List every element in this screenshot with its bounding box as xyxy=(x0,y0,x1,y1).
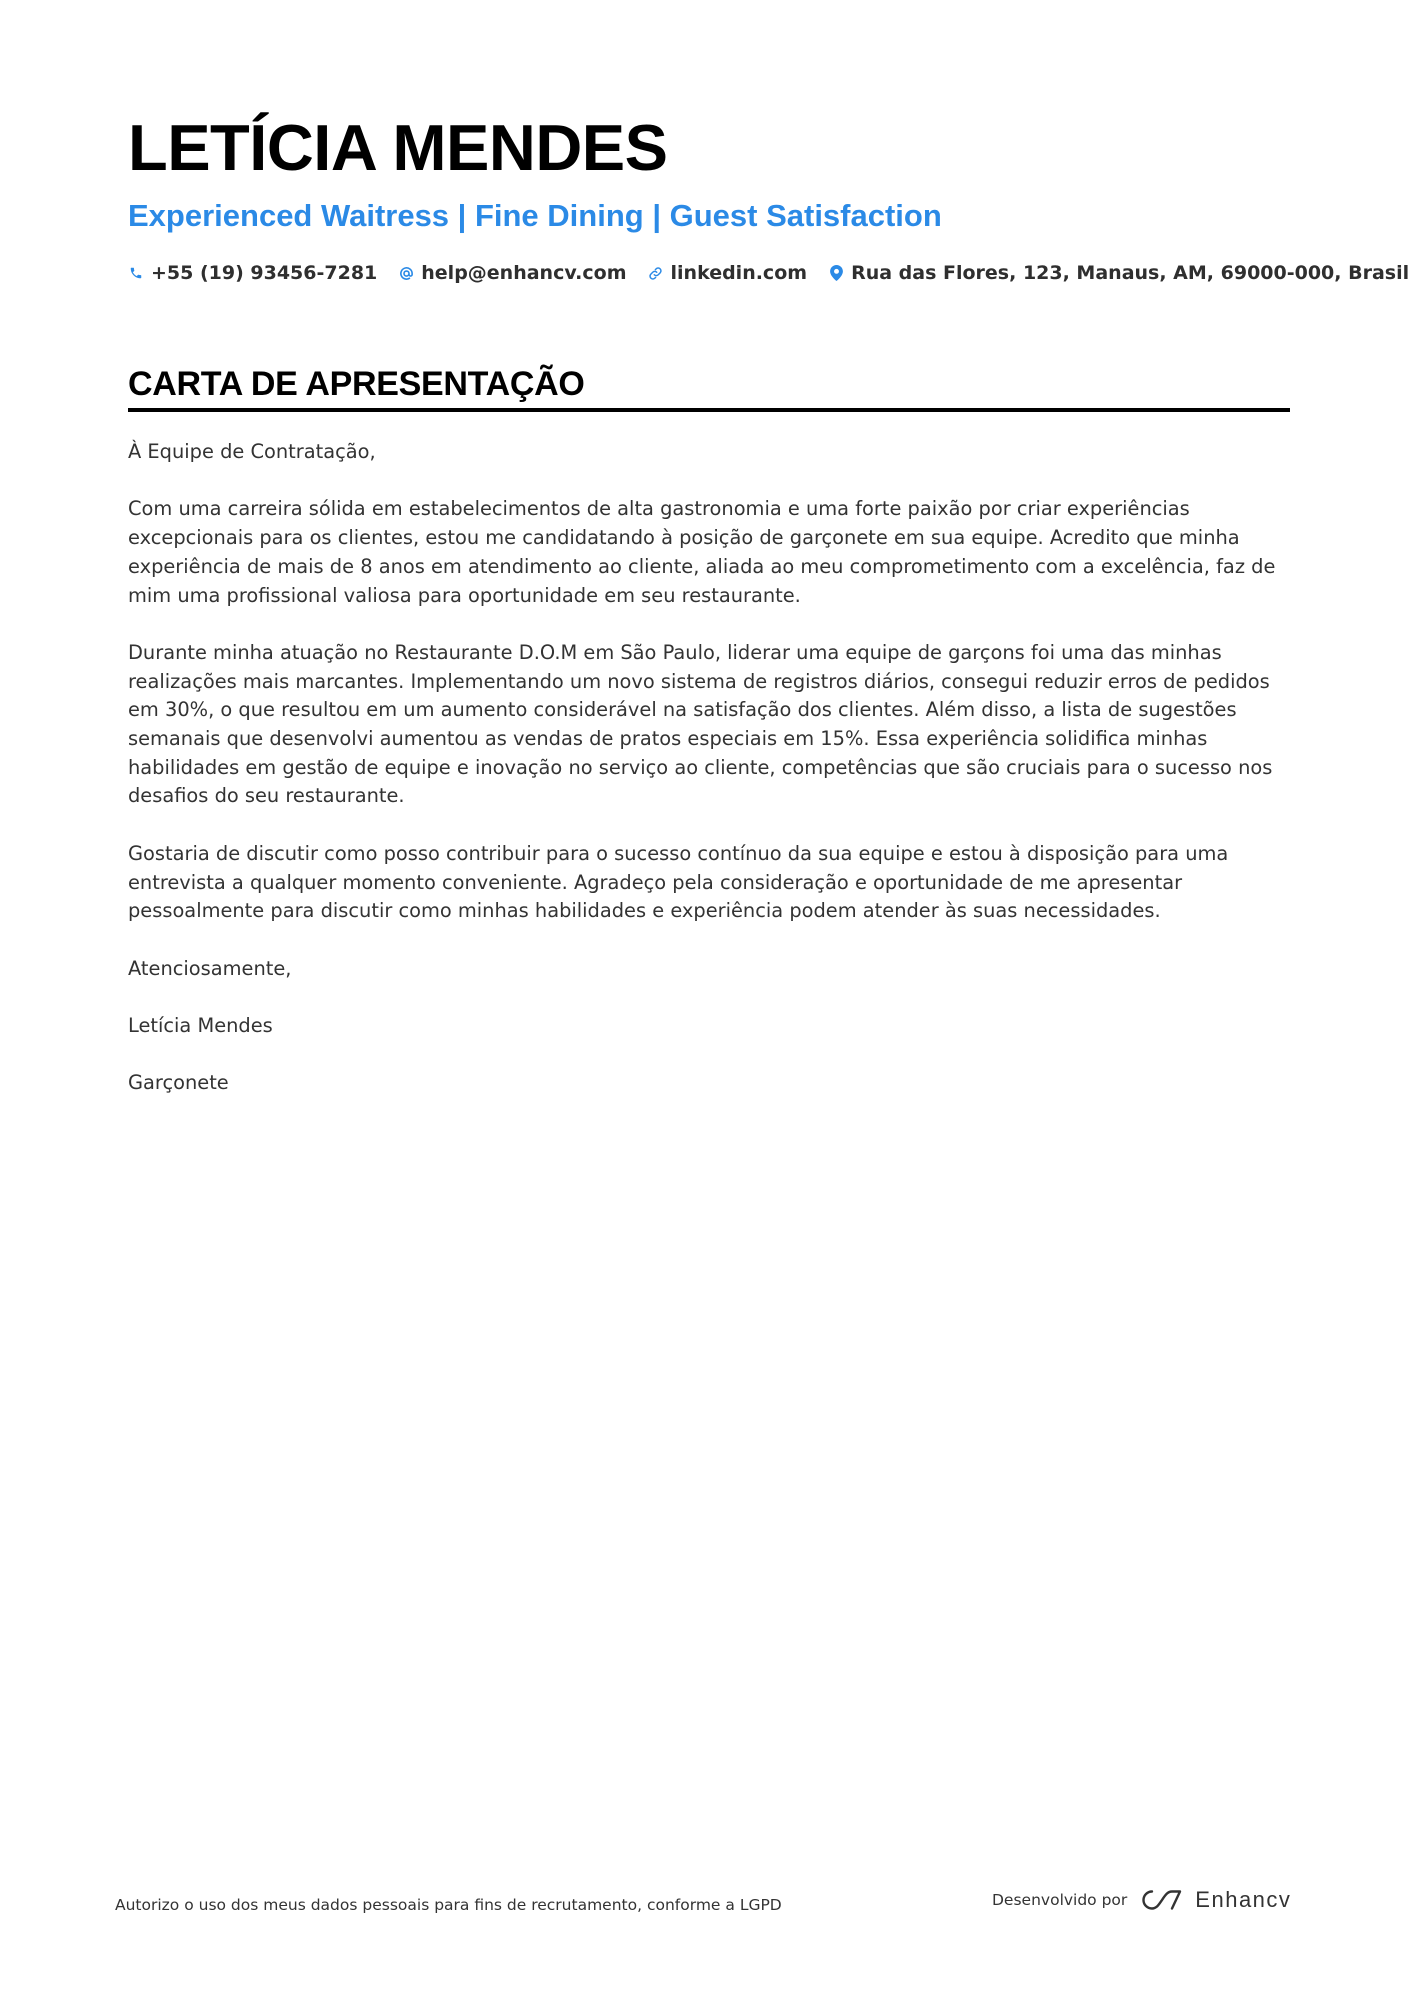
phone-text: +55 (19) 93456-7281 xyxy=(151,262,378,284)
enhancv-logo-icon xyxy=(1139,1887,1185,1913)
location-pin-icon xyxy=(828,264,844,282)
signature-title: Garçonete xyxy=(128,1071,229,1095)
closing: Atenciosamente, xyxy=(128,956,292,980)
header xyxy=(128,108,1410,288)
contact-email xyxy=(398,262,626,284)
link-icon xyxy=(648,264,664,282)
powered-by[interactable] xyxy=(992,1880,1291,1920)
contact-linkedin xyxy=(648,262,808,284)
section-divider xyxy=(128,408,1290,412)
section-title: CARTA DE APRESENTAÇÃO xyxy=(128,365,585,403)
signature-name: Letícia Mendes xyxy=(128,1013,273,1037)
salutation: À Equipe de Contratação, xyxy=(128,440,376,463)
email-text[interactable]: help@enhancv.com xyxy=(421,262,627,284)
at-icon xyxy=(398,264,414,282)
letter-paragraph: Durante minha atuação no Restaurante D.O.M em São Paulo, liderar uma equipe de garçons foi uma das minhas realizações mais marcantes. Implementando um novo sistema de registros diários, consegui reduzir erros de pedidos em 30%, o que resultou em um aumento considerável na satisfação dos clientes. Além disso, a lista de sugestões semanais que desenvolvi aumentou as vendas de pratos especiais em 15%. Essa experiência solidifica minhas habilidades em gestão de equipe e inovação no serviço ao cliente, competências que são cruciais para o sucesso nos desafios do seu restaurante. xyxy=(128,640,1273,808)
letter-body xyxy=(128,438,1290,1098)
cover-letter-section xyxy=(128,362,1290,1127)
letter-paragraph: Gostaria de discutir como posso contribuir para o sucesso contínuo da sua equipe e estou à disposição para uma entrevista a qualquer momento conveniente. Agradeço pela consideração e oportunidade de me apresentar pessoalmente para discutir como minhas habilidades e experiência podem atender às suas necessidades. xyxy=(128,841,1229,923)
address-text: Rua das Flores, 123, Manaus, AM, 69000-000, Brasil xyxy=(851,262,1410,284)
headline: Experienced Waitress | Fine Dining | Guest Satisfaction xyxy=(128,198,942,233)
brand-name: Enhancv xyxy=(1195,1887,1292,1912)
powered-by-label: Desenvolvido por xyxy=(992,1891,1128,1909)
candidate-name: LETÍCIA MENDES xyxy=(128,111,668,184)
contact-address xyxy=(828,262,1409,284)
linkedin-text[interactable]: linkedin.com xyxy=(670,262,808,284)
contact-info xyxy=(128,258,1410,288)
consent-note: Autorizo o uso dos meus dados pessoais para fins de recrutamento, conforme a LGPD xyxy=(115,1896,782,1914)
contact-phone xyxy=(128,262,377,284)
letter-paragraph: Com uma carreira sólida em estabelecimentos de alta gastronomia e uma forte paixão por criar experiências excepcionais para os clientes, estou me candidatando à posição de garçonete em sua equipe. Acredito que minha experiência de mais de 8 anos em atendimento ao cliente, aliada ao meu comprometimento com a excelência, faz de mim uma profissional valiosa para oportunidade em seu restaurante. xyxy=(128,497,1276,607)
phone-icon xyxy=(128,264,144,282)
